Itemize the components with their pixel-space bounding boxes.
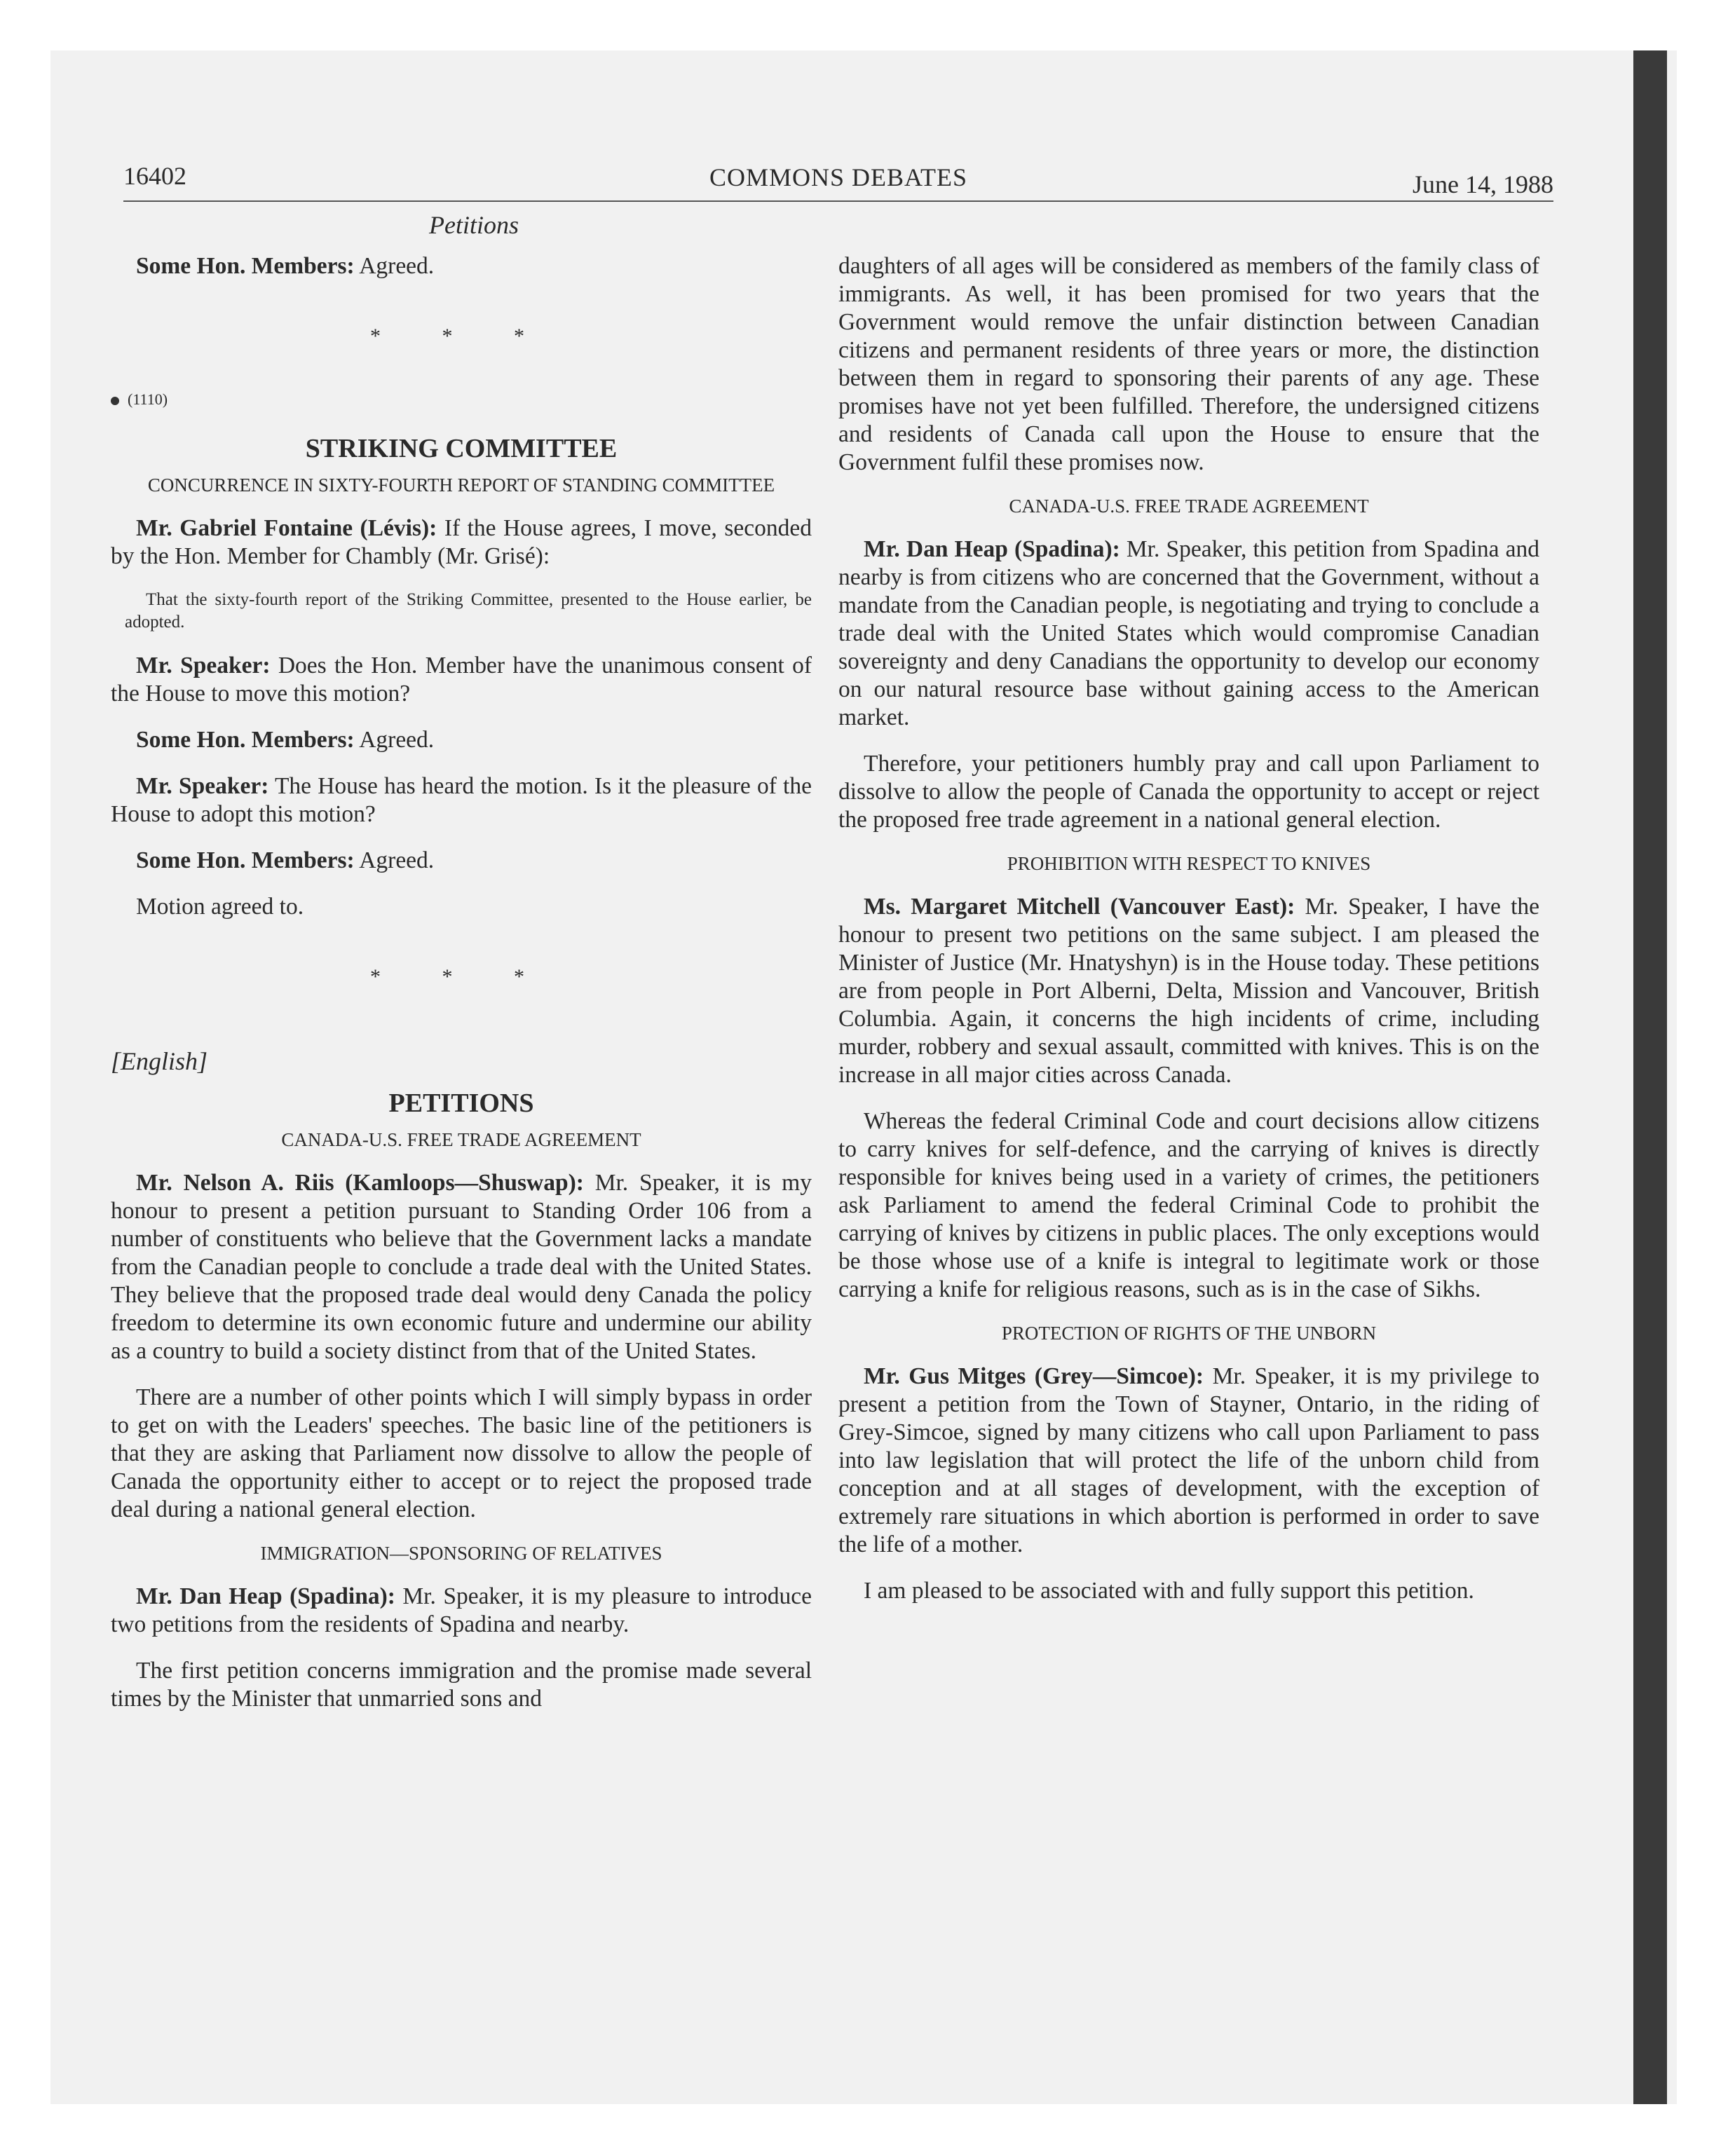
speech-text: Does the Hon. Member have the unanimous consent of the House to move this motion? — [111, 653, 812, 707]
section-subheading: CANADA-U.S. FREE TRADE AGREEMENT — [1009, 496, 1369, 517]
language-marker: [English] — [111, 1047, 208, 1075]
scan-edge-bar — [1633, 50, 1667, 2104]
section-subheading: CONCURRENCE IN SIXTY-FOURTH REPORT OF STANDING COMMITTEE — [147, 475, 775, 496]
speech-text: If the House agrees, I move, seconded by the Hon. Member for Chambly (Mr. Grisé): — [111, 515, 812, 569]
paragraph — [111, 1583, 812, 1639]
speaker: Some Hon. Members: — [136, 253, 355, 279]
page-header — [123, 158, 1553, 202]
paragraph: Therefore, your petitioners humbly pray and call upon Parliament to dissolve to allow the people of Canada the opportunity to accept or reject the proposed free trade agreement in a national general election. — [838, 751, 1539, 833]
speech-text: Agreed. — [359, 847, 435, 873]
paragraph: I am pleased to be associated with and fully support this petition. — [864, 1578, 1474, 1604]
speaker: Mr. Dan Heap (Spadina): — [136, 1583, 395, 1609]
speaker: Some Hon. Members: — [136, 727, 355, 753]
section-subheading: PROTECTION OF RIGHTS OF THE UNBORN — [1001, 1323, 1377, 1344]
section-separator: * * * — [370, 965, 552, 988]
paragraph — [111, 772, 812, 828]
section-heading: STRIKING COMMITTEE — [305, 434, 618, 463]
section-heading: PETITIONS — [388, 1089, 534, 1118]
speech-text: Mr. Speaker, I have the honour to present two petitions on the same subject. I am pleased the Minister of Justice (Mr. Hnatyshyn) is in the House today. These petitions are from people in Port Alberni, Delta, Mission and Vancouver, British Columbia. Again, it concerns the high incidents of crime, including murder, robbery and sexual assault, committed with knives. This is on the increase in all major cities across Canada. — [838, 894, 1540, 1088]
time-marker-text: (1110) — [128, 390, 168, 408]
paragraph: There are a number of other points which I will simply bypass in order to get on with the Leaders' speeches. The basic line of the petitioners is that they are asking that Parliament now dissolve to allow the people of Canada the opportunity either to accept or to reject the proposed trade deal during a national general election. — [111, 1384, 812, 1522]
speaker: Ms. Margaret Mitchell (Vancouver East): — [864, 894, 1295, 920]
paragraph — [111, 847, 812, 875]
speech-text: Mr. Speaker, it is my honour to present a petition pursuant to Standing Order 106 from a number of constituents who believe that the Government lacks a mandate from the Canadian people to conclude a trade deal with the United States. They believe that the proposed trade deal would deny Canada the policy freedom to determine its own economic future and undermine our ability as a country to build a society distinct from that of the United States. — [111, 1170, 812, 1364]
speaker: Mr. Speaker: — [136, 773, 269, 799]
paragraph: Whereas the federal Criminal Code and court decisions allow citizens to carry knives for self-defence, and the carrying of knives is directly responsible for knives being used in a variety of crimes, the petitioners ask Parliament to amend the federal Criminal Code to prohibit the carrying of knives by citizens in public places. The only exceptions would be those whose use of a knife is integral to legitimate work or those carrying a knife for religious reasons, such as is in the case of Sikhs. — [838, 1108, 1539, 1302]
paragraph — [111, 726, 812, 754]
bullet-icon — [111, 397, 119, 405]
speaker: Mr. Dan Heap (Spadina): — [864, 536, 1120, 562]
left-column — [111, 252, 812, 1731]
section-subheading: PROHIBITION WITH RESPECT TO KNIVES — [1007, 853, 1371, 874]
speech-text: Agreed. — [359, 727, 435, 753]
paragraph: The first petition concerns immigration and the promise made several times by the Minister that unmarried sons and — [111, 1658, 812, 1712]
speech-text: Mr. Speaker, it is my pleasure to introduce two petitions from the residents of Spadina and nearby. — [111, 1583, 812, 1637]
speaker: Mr. Gus Mitges (Grey—Simcoe): — [864, 1363, 1204, 1389]
paragraph — [111, 1169, 812, 1365]
paragraph: Motion agreed to. — [136, 894, 304, 920]
speaker: Mr. Gabriel Fontaine (Lévis): — [136, 515, 437, 541]
speaker: Some Hon. Members: — [136, 847, 355, 873]
section-subheading: IMMIGRATION—SPONSORING OF RELATIVES — [260, 1543, 662, 1564]
speaker: Mr. Nelson A. Riis (Kamloops—Shuswap): — [136, 1170, 584, 1196]
paragraph: daughters of all ages will be considered as members of the family class of immigrants. As well, it has been promised for two years that the Government would remove the unfair distinction between Canadian citizens and permanent residents of three years or more, the distinction between them in regard to sponsoring their parents of any age. These promises have not yet been fulfilled. Therefore, the undersigned citizens and residents of Canada call upon the House to ensure that the Government fulfil these promises now. — [838, 253, 1539, 475]
speech-text: Mr. Speaker, it is my privilege to present a petition from the Town of Stayner, Ontario, in the riding of Grey-Simcoe, signed by many citizens who call upon Parliament to pass into law legislation that will protect the life of the unborn child from conception and at all stages of development, with the exception of extremely rare situations in which abortion is performed in order to save the life of a mother. — [838, 1363, 1540, 1557]
speech-text: Agreed. — [359, 253, 435, 279]
page-number: 16402 — [123, 162, 186, 190]
speech-text: The House has heard the motion. Is it the pleasure of the House to adopt this motion? — [111, 773, 812, 827]
paragraph — [111, 652, 812, 708]
right-column — [838, 252, 1539, 1623]
speaker: Mr. Speaker: — [136, 653, 271, 678]
section-subheading: CANADA-U.S. FREE TRADE AGREEMENT — [281, 1129, 641, 1150]
publication-title: COMMONS DEBATES — [709, 163, 968, 191]
paragraph — [838, 535, 1539, 732]
paragraph — [111, 252, 812, 280]
running-head: Petitions — [429, 211, 519, 239]
paragraph — [838, 1363, 1539, 1559]
header-date: June 14, 1988 — [1413, 170, 1553, 198]
paragraph — [838, 893, 1539, 1089]
motion-quote: That the sixty-fourth report of the Striking Committee, presented to the House earlier, be adopted. — [125, 590, 812, 632]
speech-text: Mr. Speaker, this petition from Spadina and nearby is from citizens who are concerned that the Government, without a mandate from the Canadian people, is negotiating and trying to conclude a trade deal with the United States which would compromise Canadian sovereignty and deny Canadians the opportunity to develop our economy on our natural resource base without gaining access to the American market. — [838, 536, 1540, 730]
section-separator: * * * — [370, 325, 552, 348]
time-marker — [111, 386, 812, 414]
paragraph — [111, 514, 812, 571]
